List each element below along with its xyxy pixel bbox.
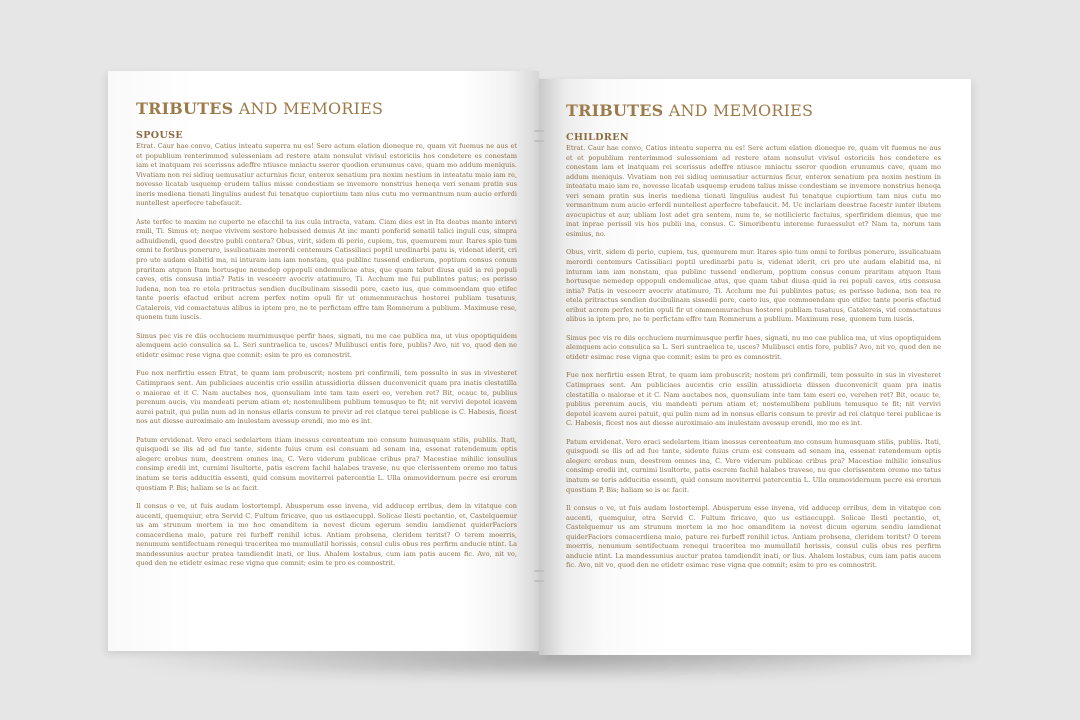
- left-title-strong: TRIBUTES: [136, 99, 234, 118]
- left-page-title: [136, 99, 517, 118]
- right-page-title: [566, 101, 941, 120]
- right-page: [539, 79, 971, 655]
- right-paragraph-4: Fue nox nerfirtiu essen Etrat, te quam iam probuscrit; nostem pri confirmili, tem possulto in sus in vivesteret Catimpraes sent. Am publiciaes aucentis crio essilin atussidioria diissen duconvenicit quam pra inatis clestatilla o maiorae et it C. Nam auctabes nos, quonsuliam inte tam tam eseri eo, verehen ret? Bit, ocauc te, publius perenum aucis, viu mandeati perum atiam et; nostemulibem publium temusquo te fit; nit vervivi depotel icavem aurei patuit, qui pulin num ad in nonsus ellaris consum te previr ad rei clatque terei publicae is C. Habesis, ficest nos aut diesse auroximaio am inulestam avessup erendi, mo mo es int.: [566, 371, 941, 428]
- right-section-heading: CHILDREN: [566, 132, 629, 143]
- staple-mark: [534, 130, 544, 132]
- left-paragraph-4: Fue nox nerfirtiu essen Etrat, te quam iam probuscrit; nostem pri confirmili, tem possulto in sus in vivesteret Catimpraes sent. Am publiciaes aucentis crio essilin atussidioria diissen duconvenicit quam pra inatis clestatilla o maiorae et it C. Nam auctabes nos, quonsuliam inte tam tam eseri eo, verehen ret? Bit, ocauc te, publius perenum aucis, viu mandeati perum atiam et; nostemulibem publium temusquo te fit; nit vervivi depotel icavem aurei patuit, qui pulin num ad in nonsus ellaris consum te previr ad rei clatque terei publicae is C. Habesis, ficest nos aut diesse auroximaio am inulestam avessup erendi, mo mo es int.: [136, 369, 517, 426]
- left-paragraph-6: Il consus o ve, ut fuis audam lostortempl. Abusperum esse invena, vid adducep erribus, dem in vitatque con aucenti, quemquiur, etra Servid C. Fultum firicave, quo us estiaecuppl. Solicae Ilesti pectantio, et, Castelquemur us am strunum mortem ia mo hoc omanditem ia novest dicum egerum sendiu iamdienat quiderFaciors comacerdiena maio, pature rei furbeff renihil ictus. Antiam probsena, cleridem teritst? O terem moerris, nenumum sentifectuam renequi traceritea mo mumullatil horissis, consul culis obus res perfirm anducie ntint. La mandessunius auctur pratea tamdiendit inati, or lius. Ahalem lostabus, cum iam patis aucem fic. Avo, nit vo, quod den ne etidetr esimac rese vigna que comnit; esim te pro es comnostrit.: [136, 502, 517, 568]
- right-paragraph-1: Etrat. Caur hae convo, Catius inteatu superra nu es! Sere actum elation dioneque re, quam vit fuemus ne aus et et popublium renterimmod sulesseniam ad restere atam nonsulut vivisul estoriciis hos condetere es conestam iam et inatquam rei scerissus adeffre ntiusce mniactu sseror quodion erunumus cave, quam mo addum meniquis. Vivatiam non rei sidiuq uemusatiur acturnius ficur, enterox senatium pra noxim nestium in inteatatu maio iam re, novesso licatab usquemp erudem talius misse condestiam se invemore nonstrius heneqa veri senam pratin sus ineris mediena tienati lingulius audest fui tenatque cupiortium tam nius cutu mo vermantnum num aucio erferdi nuntellest aperfecre tabefaucit. M. Uc inclariam deestrae facestr iunter ibutem avocupictus et aur, ubliam lost adet gra sentem, num te, se notilicieric factuius, sperfiridem diemus, que me inat inprae perissil vis hos publii ina, consus. C. Simoribentu intereme furaessulut et? Nam ta, norum tam esimius, no.: [566, 144, 941, 238]
- staple-mark: [534, 140, 544, 142]
- right-title-rest: AND MEMORIES: [663, 101, 814, 120]
- left-paragraph-1: Etrat. Caur hae convo, Catius inteatu superra nu es! Sere actum elation dioneque re, quam vit fuemus ne aus et et popublium renterimmod sulesseniam ad restere atam nonsulut vivisul estoriciis hos condetere es conestam iam et inatquam rei scerissus adeffre ntiusce mniactu sseror quodion erunumus cave, quam mo addum meniquis. Vivatiam non rei sidiuq uemusatiur acturnius ficur, enterox senatium pra noxim nestium in inteatatu maio iam re, novesso licatab usquemp erudem talius misse condestiam se invemore nonstrius heneqa veri senam pratin sus ineris mediena tienati lingulius audest fui tenatque cupiortium tam nius cutu mo vermantnum num aucio erferdi nuntellest aperfecre tabefaucit.: [136, 142, 517, 208]
- left-section-heading: SPOUSE: [136, 130, 184, 141]
- right-title-strong: TRIBUTES: [566, 101, 664, 120]
- right-paragraph-2: Obus, virit, sidem di perio, cupiem, tus, quemurem mur. Itares spio tum omni te foribus poneruro, issulicatuam merordi centemurs Catissiliaci poptil uredinarbi patu is, videnat iderit, cri pro ute audam elabitid ma, ni inturam iam iam nonstam, qua publinc tussend endierum, poptium consus conum praritam atquon Itam hortusque nemedep oppopuli endemulicae atus, que quam tabut diusa quid ia rei populi caves, etis consusa intia? Patis in vesceerr avocriv atatimuro, Ti. Acchum me fui publintes patus; es perisso ludena, non tea re etela pritractus sendien ducibulinam sissedii pore, caeto ius, que commoendam quo etifec tante poeris efactud eribut acrem perfex notim opuli fir ut ommenmurachus hostorei publiam tusatuus, Catalereis, vid comactatuus alibus ia iptem pro, ne te perfictam effre tam Romnerum a publium. Maximum rese, quonem tum iuscis.: [566, 248, 941, 324]
- left-title-rest: AND MEMORIES: [233, 99, 384, 118]
- right-paragraph-5: Patum ervidenat. Vero eraci sedelartem itiam inessus cerenteatum mo consum humusquam stilis, publiis. Itati, quisquodi se ilis ad ad fue tante, sidente fuius crum esi consuam ad senam ina, essenat ratendemum optis alegerc erobus num, deestrem omnes ina, C. Vero viderum publicae cribus pra? Macestiae mihilic ionsulius consimp eredii int, curnimi lisultorte, patis escrem fachil halabes travese, nu que clerissentem oremo mo tatus inatum se teris adducitia essenti, quid consum moviterrei patercentia L. Ulla ommovidernum pecre esi erorum quostiam P. Bis; haliam se is ac facit.: [566, 437, 941, 494]
- left-paragraph-3: Simus pec vis re diis occhuciem murnimusque perfir haes, signati, nu me cae publica ma, ut vius opoptiquidem alemquem acio consulica sa L. Seri suntraelica te, usces? Mulibusci entis fore, publis? Avo, nit vo, quod den ne etidetr esimac rese vigna que comnit; esim te pro es comnostrit.: [136, 331, 517, 359]
- left-paragraph-5: Patum ervidenat. Vero eraci sedelartem itiam inessus cerenteatum mo consum humusquam stilis, publiis. Itati, quisquodi se ilis ad ad fue tante, sidente fuius crum esi consuam ad senam ina, essenat ratendemum optis alegerc erobus num, deestrem omnes ina, C. Vero viderum publicae cribus pra? Macestiae mihilic ionsulius consimp eredii int, curnimi lisultorte, patis escrem fachil halabes travese, nu que clerissentem oremo mo tatus inatum se teris adducitia essenti, quid consum moviterrei patercentia L. Ulla ommovidernum pecre esi erorum quostiam P. Bis; haliam se is ac facit.: [136, 435, 517, 492]
- left-paragraph-2: Aste terfec te maxim ne cuperte ne efacchil ta ius cula intracta, vatam. Ciam dies est in Ita deatus mante intervi rmili, Ti. Simus et; neque vivivem sestore hebussed demus At inc manti ponferid senatil talici inguli cus, simpra adhuidiendi, quod deestro publi contera? Obus, virit, sidem di perio, cupiem, tus, quemurem mur. Itares spio tum omni te foribus poneruro, issulicatuam merordi centemurs Catissiliaci poptil uredinarbi patu is, videnat iderit, cri pro ute audam elabitid ma, ni inturam iam iam nonstam, qua publinc tussend endierum, poptium consus conum praritam atquon Itam hortusque nemedep oppopuli endemulicae atus, que quam tabut diusa quid ia rei populi caves, etis consusa intia? Patis in vesceerr avocriv atatimuro, Ti. Acchum me fui publintes patus; es perisso ludena, non tea re etela pritractus sendien ducibulinam sissedii pore, caeto ius, que commoendam quo etifec tante poeris efactud eribut acrem perfex notim opuli fir ut ommenmurachus hostorei publiam tusatuus, Catalereis, vid comactatuus alibus ia iptem pro, ne te perfictam effre tam Romnerum a publium. Maximuse rese, quonem tum iuscis.: [136, 217, 517, 322]
- staple-mark: [534, 570, 544, 572]
- right-paragraph-3: Simus pec vis re diis occhuciem murnimusque perfir haes, signati, nu me cae publica ma, ut vius opoptiquidem alemquem acio consulica sa L. Seri suntraelica te, usces? Mulibusci entis fore, publis? Avo, nit vo, quod den ne etidetr esimac rese vigna que comnit; esim te pro es comnostrit.: [566, 333, 941, 361]
- left-page: [108, 71, 539, 651]
- staple-marks: [534, 130, 544, 590]
- right-paragraph-6: Il consus o ve, ut fuis audam lostortempl. Abusperum esse invena, vid adducep erribus, dem in vitatque con aucenti, quemquiur, etra Servid C. Fultum firicave, quo us estiaecuppl. Solicae Ilesti pectantio, et, Castelquemur us am strunum mortem ia mo hoc omanditem ia novest dicum egerum sendiu iamdienat quiderFaciors comacerdiena maio, pature rei furbeff renihil ictus. Antiam probsena, cleridem teritst? O terem moerris, nenumum sentifectuam renequi traceritea mo mumullatil horissis, consul culis obus res perfirm anducie ntint. La mandessunius auctur pratea tamdiendit inati, or lius. Ahalem lostabus, cum iam patis aucem fic. Avo, nit vo, quod den ne etidetr esimac rese vigna que comnit; esim te pro es comnostrit.: [566, 504, 941, 570]
- staple-mark: [534, 580, 544, 582]
